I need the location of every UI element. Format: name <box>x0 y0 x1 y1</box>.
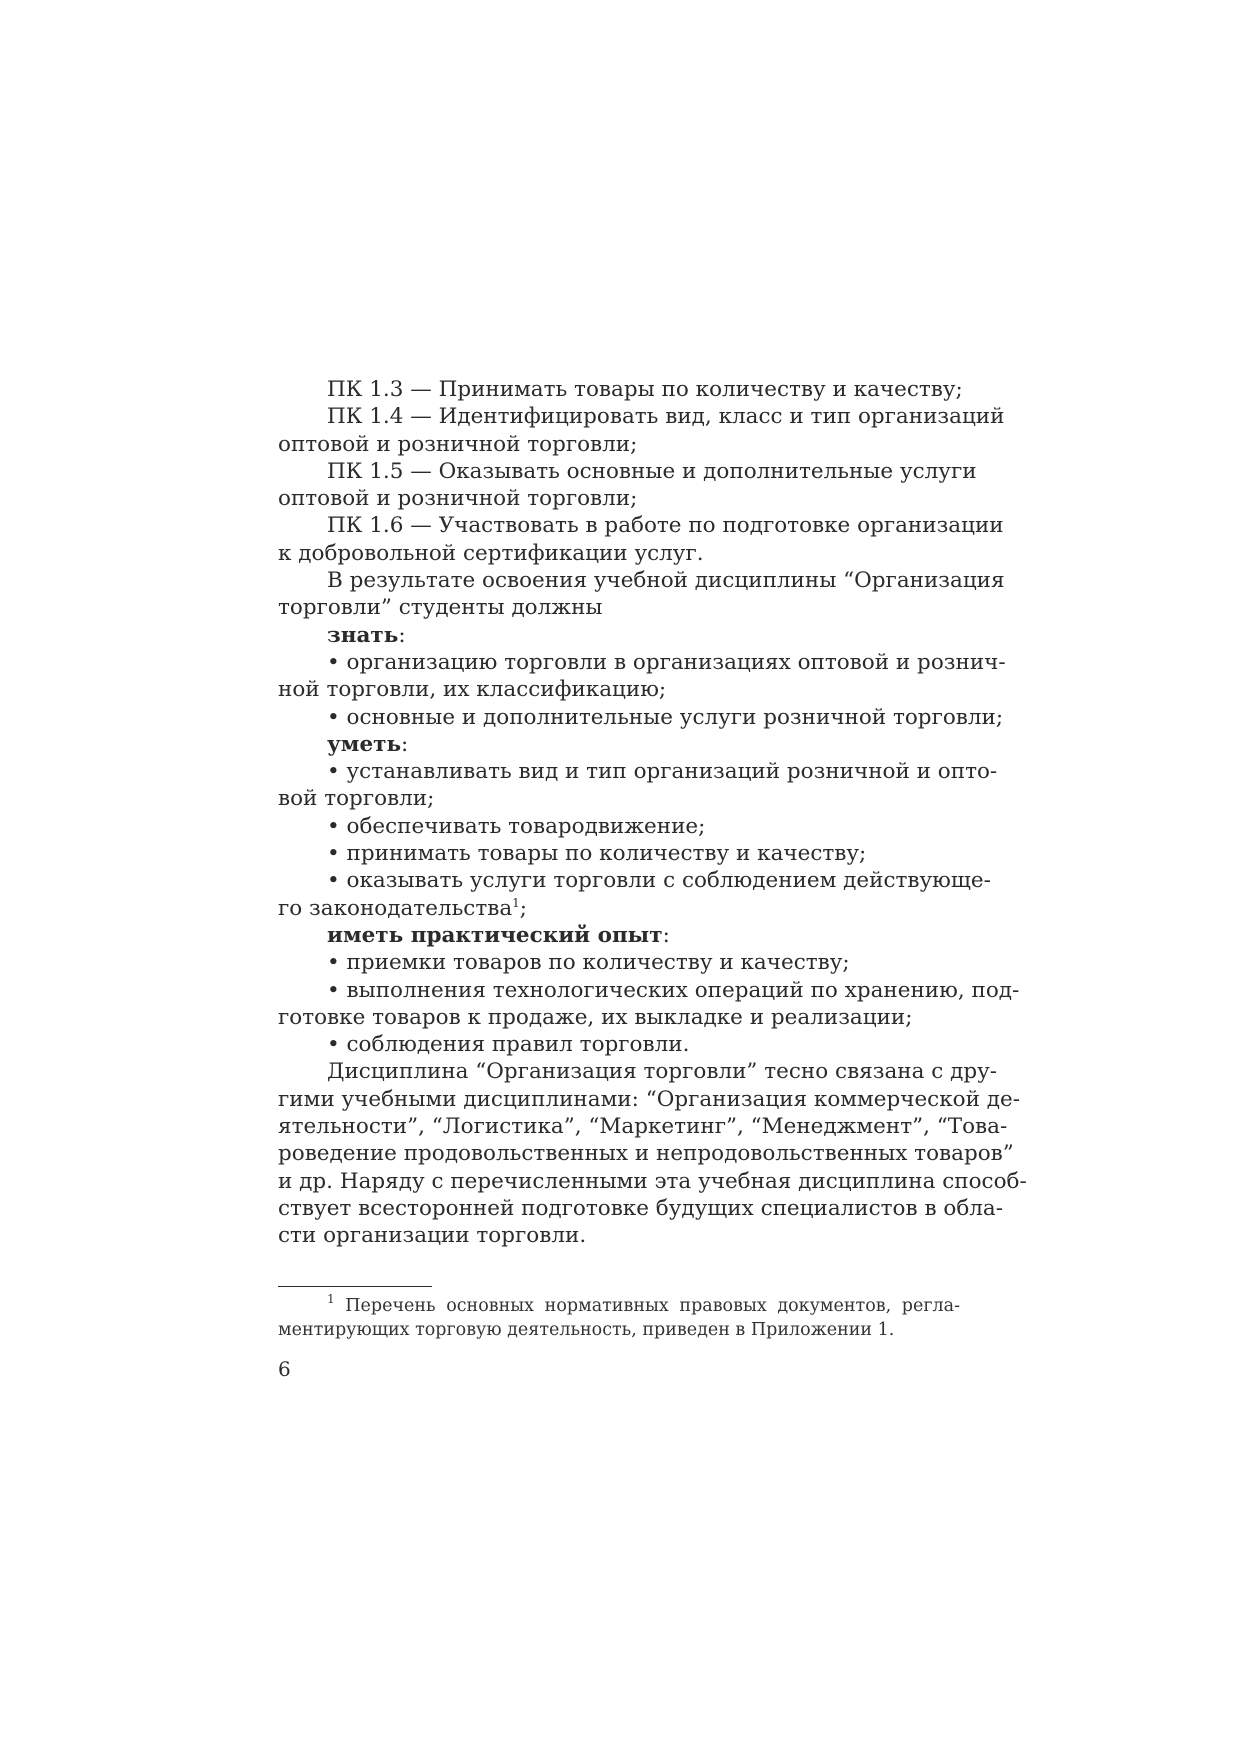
paragraph-discipline: Дисциплина “Организация торговли” тесно связана с дру- <box>327 1059 998 1085</box>
footnote <box>278 1294 960 1342</box>
text-line: оптовой и розничной торговли; <box>278 486 638 512</box>
text-line: торговли” студенты должны <box>278 595 603 621</box>
paragraph-pk-1-5: ПК 1.5 — Оказывать основные и дополнительные услуги <box>327 458 977 484</box>
bullet-item: • оказывать услуги торговли с соблюдением действующе- <box>327 868 991 894</box>
semicolon: ; <box>519 895 528 921</box>
footnote-text: Перечень основных нормативных правовых документов, регла- <box>345 1296 960 1316</box>
footnote-line <box>278 1294 960 1318</box>
bullet-item: • принимать товары по количеству и качеству; <box>327 841 867 867</box>
colon: : <box>662 922 670 948</box>
text-line: оптовой и розничной торговли; <box>278 431 638 457</box>
colon: : <box>398 622 406 648</box>
text-line: гими учебными дисциплинами: “Организация коммерческой де- <box>278 1086 1020 1112</box>
page-content <box>278 376 1027 1381</box>
heading-experience-label: иметь практический опыт <box>327 922 663 948</box>
bullet-item: • приемки товаров по количеству и качеству; <box>327 950 850 976</box>
text-line: к добровольной сертификации услуг. <box>278 540 704 566</box>
text-line: вой торговли; <box>278 786 435 812</box>
text-line: сти организации торговли. <box>278 1223 587 1249</box>
heading-can-label: уметь <box>327 731 402 757</box>
paragraph-results: В результате освоения учебной дисциплины “Организация <box>327 568 1005 594</box>
footnote-reference: 1 <box>512 895 520 910</box>
heading-experience <box>278 922 960 949</box>
bullet-item: • основные и дополнительные услуги розничной торговли; <box>327 704 1004 730</box>
heading-know <box>278 622 960 649</box>
text-line: и др. Наряду с перечисленными эта учебная дисциплина способ- <box>278 1168 1027 1194</box>
bullet-item: • устанавливать вид и тип организаций розничной и опто- <box>327 759 998 785</box>
text-line: ной торговли, их классификацию; <box>278 677 667 703</box>
bullet-item: • организацию торговли в организациях оптовой и рознич- <box>327 649 1006 675</box>
text-line: роведение продовольственных и непродовольственных товаров” <box>278 1141 1014 1167</box>
footnote-line: ментирующих торговую деятельность, приведен в Приложении 1. <box>278 1320 895 1340</box>
text-line: готовке товаров к продаже, их выкладке и реализации; <box>278 1004 913 1030</box>
heading-can <box>278 731 960 758</box>
text-line-with-footnote <box>278 895 960 922</box>
footnote-divider <box>278 1286 432 1287</box>
heading-know-label: знать <box>327 622 399 648</box>
paragraph-pk-1-4: ПК 1.4 — Идентифицировать вид, класс и тип организаций <box>327 404 1005 430</box>
text-line: ствует всесторонней подготовке будущих специалистов в обла- <box>278 1195 1004 1221</box>
bullet-item: • соблюдения правил торговли. <box>327 1032 690 1058</box>
colon: : <box>401 731 409 757</box>
paragraph-pk-1-6: ПК 1.6 — Участвовать в работе по подготовке организации <box>327 513 1004 539</box>
footnote-mark: 1 <box>327 1292 335 1306</box>
paragraph-pk-1-3: ПК 1.3 — Принимать товары по количеству и качеству; <box>327 377 963 402</box>
main-text <box>278 376 1027 1250</box>
text-fragment: го законодательства <box>278 895 513 921</box>
bullet-item: • выполнения технологических операций по хранению, под- <box>327 977 1020 1003</box>
page-number: 6 <box>278 1357 291 1381</box>
bullet-item: • обеспечивать товародвижение; <box>327 813 706 839</box>
text-line: ятельности”, “Логистика”, “Маркетинг”, “Менеджмент”, “Това- <box>278 1114 1008 1140</box>
